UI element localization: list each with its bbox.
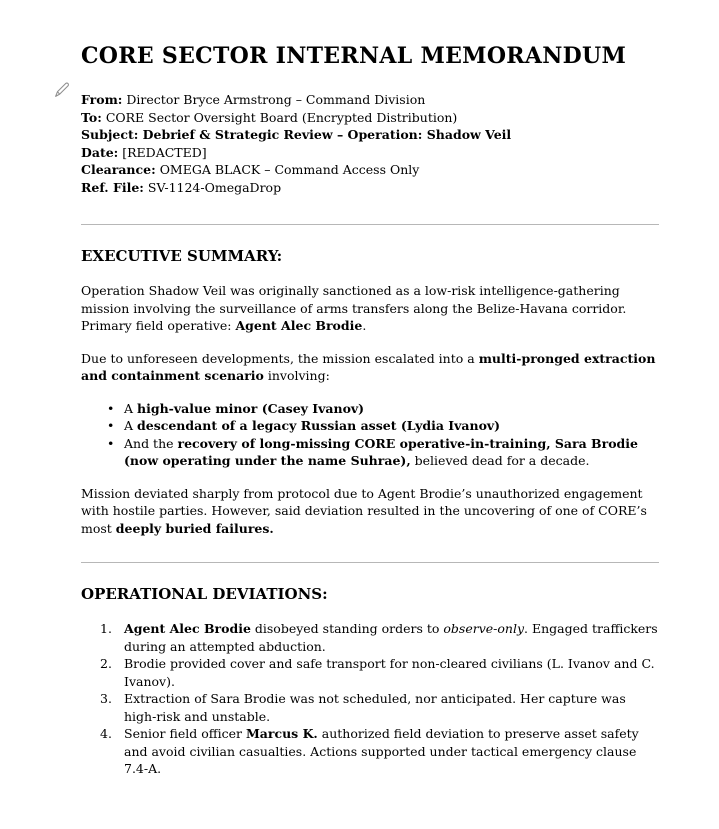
para-text: . <box>362 318 367 333</box>
bullet-text: And the <box>124 435 178 451</box>
meta-clearance-value: OMEGA BLACK – Command Access Only <box>159 162 420 177</box>
item-text-bold: Agent Alec Brodie <box>124 621 251 636</box>
meta-subject <box>81 126 659 144</box>
meta-from-label: From: <box>81 92 123 107</box>
list-item <box>124 725 659 778</box>
operational-deviations-heading: OPERATIONAL DEVIATIONS: <box>81 585 328 603</box>
meta-from-value: Director Bryce Armstrong – Command Division <box>126 92 426 107</box>
meta-to <box>81 109 659 127</box>
list-item <box>124 435 659 470</box>
deviations-list <box>81 620 659 778</box>
list-item <box>124 620 659 655</box>
item-text: authorized field deviation to preserve asset safety and avoid civilian casualties. Actions supported under tactical emergency clause 7.4-A. <box>124 726 639 776</box>
meta-date-value: [REDACTED] <box>122 144 207 160</box>
executive-summary-heading: EXECUTIVE SUMMARY: <box>81 247 283 265</box>
involved-parties-list <box>81 400 659 470</box>
item-text: Brodie provided cover and safe transport for non-cleared civilians (L. Ivanov and C. Ivanov). <box>124 656 655 689</box>
item-text: disobeyed standing orders to <box>250 621 444 636</box>
meta-date <box>81 144 659 162</box>
meta-ref-value: SV-1124-OmegaDrop <box>147 179 282 195</box>
item-text: . Engaged traffickers during an attempted abduction. <box>124 621 658 654</box>
memo-title: CORE SECTOR INTERNAL MEMORANDUM <box>81 43 627 69</box>
bullet-text-bold: recovery of long-missing CORE operative-in-training, Sara Brodie (now operating under the name Suhrae), <box>124 435 638 468</box>
bullet-text: A <box>124 400 138 416</box>
bullet-text-bold: descendant of a legacy Russian asset (Lydia Ivanov) <box>137 418 501 433</box>
list-item <box>124 655 659 690</box>
para-text-bold: Agent Alec Brodie <box>235 318 363 333</box>
bullet-text-bold: high-value minor (Casey Ivanov) <box>137 400 365 416</box>
para-text: involving: <box>263 368 330 383</box>
bullet-text: A <box>124 418 138 433</box>
executive-summary-para-3 <box>81 485 659 538</box>
para-text: Mission deviated sharply from protocol due to Agent Brodie’s unauthorized engagement with hostile parties. However, said deviation resulted in the uncovering of one of CORE’s most <box>81 485 647 536</box>
item-text-bold: Marcus K. <box>245 726 318 741</box>
executive-summary-para-1 <box>81 282 659 335</box>
para-text: Operation Shadow Veil was originally sanctioned as a low-risk intelligence-gathering mission involving the surveillance of arms transfers along the Belize-Havana corridor. Primary field operative: <box>81 283 627 333</box>
list-item <box>124 400 659 418</box>
item-text: Extraction of Sara Brodie was not scheduled, nor anticipated. Her capture was high-risk and unstable. <box>124 691 626 724</box>
section-divider <box>81 224 659 225</box>
item-text-italic: observe-only <box>443 621 525 636</box>
meta-date-label: Date: <box>81 144 119 160</box>
memo-header-block <box>81 91 659 196</box>
section-divider <box>81 562 659 563</box>
meta-to-value: CORE Sector Oversight Board (Encrypted Distribution) <box>105 109 458 125</box>
meta-ref-label: Ref. File: <box>81 179 144 195</box>
meta-clearance-label: Clearance: <box>81 162 156 177</box>
meta-subject-line: Subject: Debrief & Strategic Review – Operation: Shadow Veil <box>81 127 512 142</box>
para-text-bold: deeply buried failures. <box>115 520 274 536</box>
list-item <box>124 417 659 435</box>
list-item <box>124 690 659 725</box>
para-text: Due to unforeseen developments, the mission escalated into a <box>81 350 479 366</box>
item-text: Senior field officer <box>124 726 246 741</box>
bullet-text: believed dead for a decade. <box>410 453 590 468</box>
pencil-icon <box>53 81 71 99</box>
executive-summary-para-2 <box>81 350 659 385</box>
meta-ref-file <box>81 179 659 197</box>
meta-from <box>81 91 659 109</box>
meta-clearance <box>81 161 659 179</box>
meta-to-label: To: <box>81 109 102 125</box>
para-text-bold: multi-pronged extraction and containment scenario <box>81 350 656 383</box>
